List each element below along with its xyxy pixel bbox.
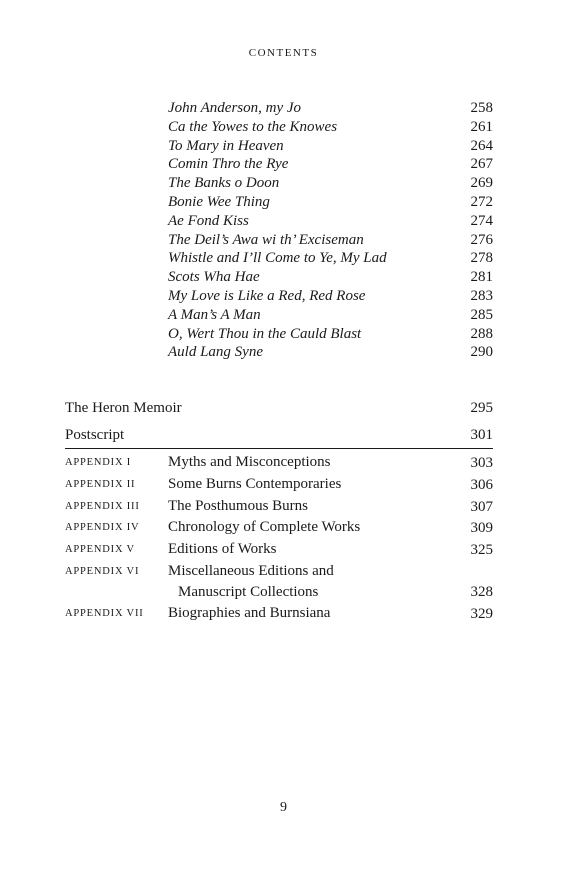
toc-entry bbox=[168, 231, 493, 250]
section-entry-heron-memoir bbox=[65, 398, 493, 425]
toc-entry bbox=[168, 325, 493, 344]
entry-title: Postscript bbox=[65, 427, 125, 443]
entry-title-text: Miscellaneous Editions and bbox=[168, 562, 334, 579]
entry-title: The Deil’s Awa wi th’ Exciseman bbox=[168, 231, 364, 248]
entry-title bbox=[168, 603, 471, 624]
toc-entry bbox=[168, 137, 493, 156]
entry-title-text: Myths and Misconceptions bbox=[168, 454, 331, 470]
entry-page: 276 bbox=[470, 231, 493, 248]
entry-title bbox=[168, 539, 471, 560]
entry-title bbox=[168, 561, 471, 603]
entry-title-text: Chronology of Complete Works bbox=[168, 519, 361, 536]
entry-title: The Heron Memoir bbox=[65, 400, 182, 416]
entry-page: 295 bbox=[470, 400, 493, 416]
entry-page: 290 bbox=[470, 344, 493, 361]
entry-title: John Anderson, my Jo bbox=[168, 100, 302, 116]
entry-page: 303 bbox=[470, 455, 493, 471]
entry-page: 283 bbox=[470, 287, 493, 304]
appendix-label: APPENDIX V bbox=[65, 544, 135, 556]
entry-title-text: Editions of Works bbox=[168, 541, 277, 558]
entry-title-text: Some Burns Contemporaries bbox=[168, 475, 342, 492]
entry-page: 267 bbox=[470, 156, 493, 173]
entry-page: 272 bbox=[470, 193, 493, 210]
entry-title: O, Wert Thou in the Cauld Blast bbox=[168, 325, 362, 342]
entry-page: 278 bbox=[470, 250, 493, 267]
entry-title bbox=[168, 517, 471, 538]
appendix-label: APPENDIX VI bbox=[65, 565, 140, 577]
appendix-entry bbox=[65, 496, 493, 518]
entry-title bbox=[168, 452, 471, 473]
entry-title bbox=[168, 474, 471, 495]
appendix-entry bbox=[65, 561, 493, 603]
entry-page: 288 bbox=[470, 325, 493, 342]
entry-title-text: Biographies and Burnsiana bbox=[168, 604, 331, 621]
entry-page: 285 bbox=[470, 306, 493, 323]
entry-page: 281 bbox=[470, 269, 493, 286]
entry-page: 269 bbox=[470, 175, 493, 192]
toc-entry bbox=[168, 343, 493, 362]
running-head: CONTENTS bbox=[248, 47, 319, 59]
entry-page: 329 bbox=[470, 605, 493, 622]
entry-page: 274 bbox=[470, 212, 493, 229]
entry-title: Whistle and I’ll Come to Ye, My Lad bbox=[168, 250, 387, 267]
toc-entry bbox=[168, 118, 493, 137]
appendix-label: APPENDIX IV bbox=[65, 522, 140, 534]
entry-title: To Mary in Heaven bbox=[168, 137, 284, 154]
entry-title: Ae Fond Kiss bbox=[168, 212, 249, 229]
entry-page: 258 bbox=[470, 100, 493, 116]
toc-entry bbox=[168, 287, 493, 306]
toc-entry bbox=[168, 212, 493, 231]
appendix-label: APPENDIX II bbox=[65, 478, 136, 490]
appendix-list bbox=[65, 452, 493, 624]
toc-entry bbox=[168, 193, 493, 212]
entry-title: A Man’s A Man bbox=[168, 306, 261, 323]
toc-entry bbox=[168, 155, 493, 174]
toc-entry bbox=[168, 174, 493, 193]
appendix-label: APPENDIX III bbox=[65, 500, 140, 512]
entry-page: 325 bbox=[470, 542, 493, 559]
appendix-label: APPENDIX VII bbox=[65, 607, 144, 619]
entry-page: 306 bbox=[470, 476, 493, 493]
entry-page: 301 bbox=[470, 427, 493, 443]
entry-title: Ca the Yowes to the Knowes bbox=[168, 118, 338, 135]
entry-title: Auld Lang Syne bbox=[168, 344, 263, 361]
toc-entry bbox=[168, 268, 493, 287]
entry-page: 328 bbox=[470, 583, 493, 600]
entry-page: 309 bbox=[470, 520, 493, 537]
entry-title-continuation: Manuscript Collections bbox=[178, 583, 319, 600]
toc-entry bbox=[168, 249, 493, 268]
appendix-entry bbox=[65, 539, 493, 561]
appendix-entry bbox=[65, 517, 493, 539]
page-number: 9 bbox=[280, 800, 287, 815]
entry-title: Scots Wha Hae bbox=[168, 269, 260, 286]
entry-title: Bonie Wee Thing bbox=[168, 193, 270, 210]
appendix-entry bbox=[65, 603, 493, 625]
toc-entry bbox=[168, 306, 493, 325]
entry-title: Comin Thro the Rye bbox=[168, 156, 289, 173]
appendix-label: APPENDIX I bbox=[65, 457, 132, 468]
entry-title bbox=[168, 496, 471, 517]
section-list bbox=[65, 398, 493, 452]
song-list bbox=[168, 99, 493, 362]
appendix-entry bbox=[65, 452, 493, 474]
entry-title: The Banks o Doon bbox=[168, 175, 280, 192]
entry-page: 307 bbox=[470, 498, 493, 515]
divider-rule bbox=[65, 448, 493, 449]
toc-entry bbox=[168, 99, 493, 118]
entry-title-text: The Posthumous Burns bbox=[168, 497, 309, 514]
appendix-entry bbox=[65, 474, 493, 496]
entry-page: 261 bbox=[470, 118, 493, 135]
entry-page: 264 bbox=[470, 137, 493, 154]
entry-title: My Love is Like a Red, Red Rose bbox=[168, 287, 366, 304]
